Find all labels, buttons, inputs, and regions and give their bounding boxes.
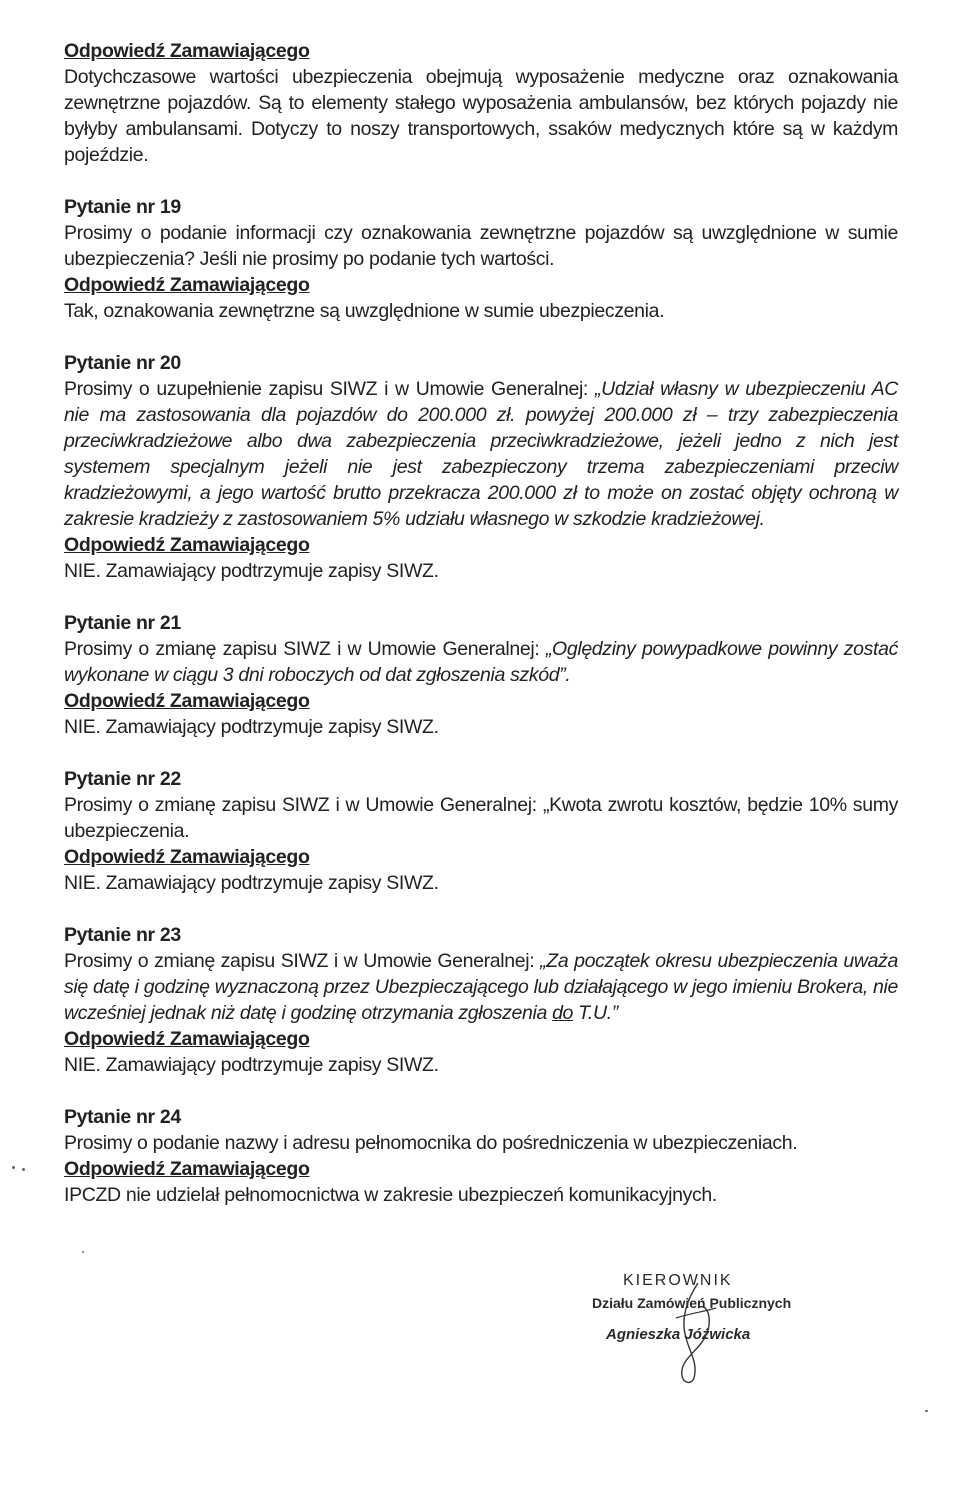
answer-label: Odpowiedź Zamawiającego (64, 274, 310, 296)
question-text: Prosimy o podanie informacji czy oznakowania zewnętrzne pojazdów są uwzględnione w sumie ubezpieczenia? Jeśli nie prosimy po podanie tych wartości. (64, 222, 898, 270)
scan-speck (12, 1166, 15, 1169)
question-23 (64, 922, 898, 1078)
answer-text: NIE. Zamawiający podtrzymuje zapisy SIWZ. (64, 1054, 439, 1076)
question-title: Pytanie nr 20 (64, 352, 181, 374)
question-title: Pytanie nr 22 (64, 768, 181, 790)
question-text (64, 636, 898, 688)
question-text-plain: Prosimy o uzupełnienie zapisu SIWZ i w Umowie Generalnej: (64, 378, 595, 400)
answer-label: Odpowiedź Zamawiającego (64, 534, 310, 556)
question-text-plain: Prosimy o zmianę zapisu SIWZ i w Umowie Generalnej: (64, 638, 546, 660)
scan-speck (22, 1168, 25, 1171)
answer-text: NIE. Zamawiający podtrzymuje zapisy SIWZ. (64, 872, 439, 894)
question-title: Pytanie nr 23 (64, 924, 181, 946)
quoted-clause-end: T.U.” (573, 1002, 618, 1024)
answer-text: IPCZD nie udzielał pełnomocnictwa w zakresie ubezpieczeń komunikacyjnych. (64, 1184, 717, 1206)
handwritten-signature-icon (658, 1278, 728, 1388)
stamp-name: Agnieszka Jóźwicka (606, 1326, 751, 1343)
scan-speck (925, 1410, 928, 1412)
answer-text: Tak, oznakowania zewnętrzne są uwzględnione w sumie ubezpieczenia. (64, 300, 665, 322)
quoted-clause: „Udział własny w ubezpieczeniu AC nie ma zastosowania dla pojazdów do 200.000 zł. powyżej 200.000 zł – trzy zabezpieczenia przeciwkradzieżowe albo dwa zabezpieczenia przeciwkradzieżowe, jeżeli jedno z nich jest systemem specjalnym jeżeli nie jest zabezpieczony trzema zabezpieczeniami przeciw kradzieżowymi, a jego wartość brutto przekracza 200.000 zł to może on zostać objęty ochroną w zakresie kradzieży z zastosowaniem 5% udziału własnego w szkodzie kradzieżowej. (64, 378, 899, 530)
stamp-title: KIEROWNIK (623, 1272, 733, 1289)
question-text (64, 948, 898, 1026)
quoted-clause-part: „Za początek okresu ubezpieczenia uważa się datę i godzinę wyznaczoną przez Ubezpieczającego lub działającego w jego imieniu Brokera, nie wcześniej jednak niż datę i godzinę otrzymania zgłoszenia (64, 950, 899, 1024)
question-21 (64, 610, 898, 740)
answer-label: Odpowiedź Zamawiającego (64, 40, 310, 62)
question-title: Pytanie nr 21 (64, 612, 181, 634)
answer-text: NIE. Zamawiający podtrzymuje zapisy SIWZ. (64, 716, 439, 738)
question-title: Pytanie nr 24 (64, 1106, 181, 1128)
answer-label: Odpowiedź Zamawiającego (64, 846, 310, 868)
answer-label: Odpowiedź Zamawiającego (64, 1028, 310, 1050)
signature-stamp (578, 1270, 808, 1346)
question-22 (64, 766, 898, 896)
question-20 (64, 350, 898, 584)
answer-text: Dotychczasowe wartości ubezpieczenia obejmują wyposażenie medyczne oraz oznakowania zewnętrzne pojazdów. Są to elementy stałego wyposażenia ambulansów, bez których pojazdy nie byłyby ambulansami. Dotyczy to noszy transportowych, ssaków medycznych które są w każdym pojeździe. (64, 66, 898, 166)
question-24 (64, 1104, 898, 1208)
underlined-word: do (552, 1002, 574, 1024)
question-text: Prosimy o podanie nazwy i adresu pełnomocnika do pośredniczenia w ubezpieczeniach. (64, 1132, 798, 1154)
answer-label: Odpowiedź Zamawiającego (64, 1158, 310, 1180)
question-text: Prosimy o zmianę zapisu SIWZ i w Umowie Generalnej: „Kwota zwrotu kosztów, będzie 10% sumy ubezpieczenia. (64, 794, 898, 842)
intro-answer-block (64, 38, 898, 168)
question-text (64, 376, 898, 532)
answer-text: NIE. Zamawiający podtrzymuje zapisy SIWZ. (64, 560, 439, 582)
quoted-clause: „Oględziny powypadkowe powinny zostać wykonane w ciągu 3 dni roboczych od dat zgłoszenia szkód”. (64, 638, 899, 686)
stamp-department: Działu Zamówień Publicznych (592, 1295, 792, 1311)
document-body (64, 38, 898, 1234)
question-text-plain: Prosimy o zmianę zapisu SIWZ i w Umowie Generalnej: (64, 950, 541, 972)
question-title: Pytanie nr 19 (64, 196, 181, 218)
scan-speck (82, 1251, 84, 1253)
question-19 (64, 194, 898, 324)
answer-label: Odpowiedź Zamawiającego (64, 690, 310, 712)
